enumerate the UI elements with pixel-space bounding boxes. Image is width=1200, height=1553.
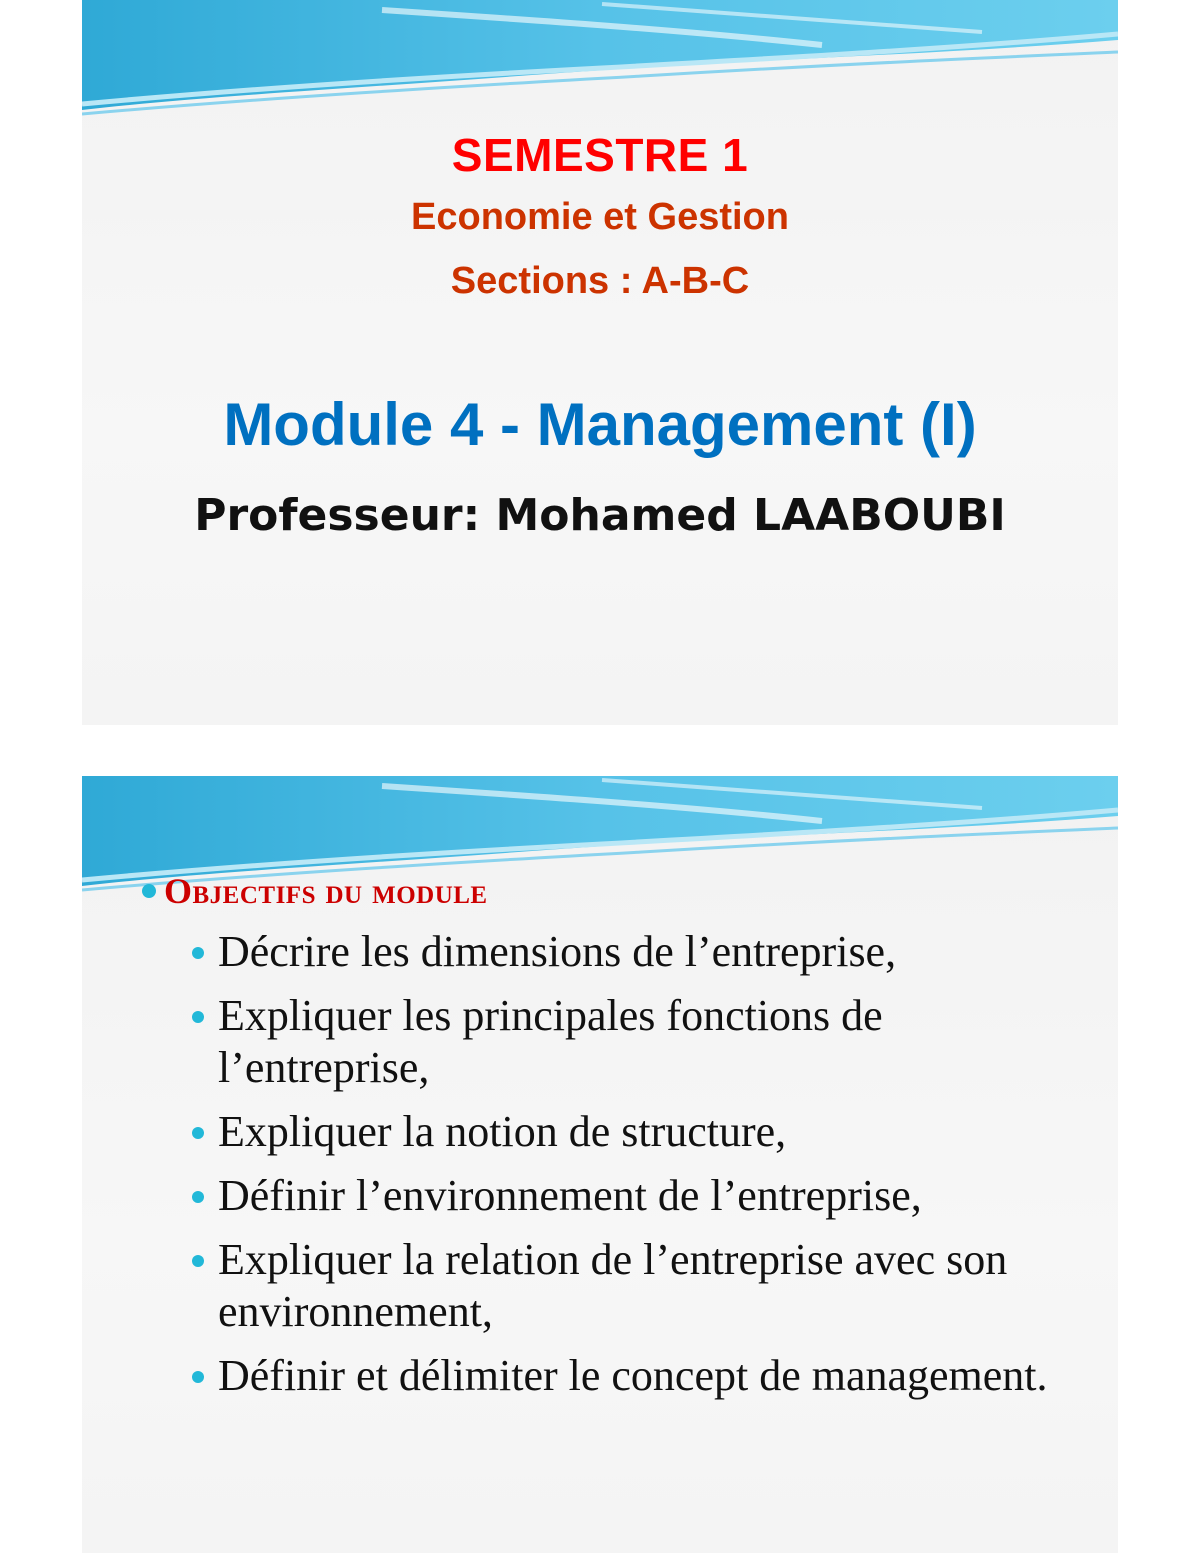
list-item [190, 1234, 1090, 1338]
bullet-dot-icon [192, 1255, 204, 1267]
objectives-heading [142, 870, 488, 912]
program-name: Economie et Gestion [411, 196, 789, 238]
list-item [190, 926, 1090, 978]
objectives-title: Objectifs du module [164, 871, 488, 911]
module-title: Module 4 - Management (I) [223, 391, 977, 458]
bullet-dot-icon [192, 1011, 204, 1023]
semester-title: SEMESTRE 1 [451, 129, 749, 181]
list-item [190, 990, 1090, 1094]
objective-text: Expliquer la relation de l’entreprise avec son environnement, [218, 1235, 1008, 1336]
objective-text: Expliquer les principales fonctions de l’entreprise, [218, 991, 883, 1092]
bullet-dot-icon [192, 1371, 204, 1383]
objective-text: Définir et délimiter le concept de management. [218, 1351, 1048, 1400]
list-item [190, 1106, 1090, 1158]
wave-banner [82, 0, 1118, 120]
bullet-dot-icon [192, 1191, 204, 1203]
professor-name: Professeur: Mohamed LAABOUBI [194, 490, 1006, 541]
slide-title [82, 0, 1118, 725]
objective-text: Décrire les dimensions de l’entreprise, [218, 927, 897, 976]
objective-text: Définir l’environnement de l’entreprise, [218, 1171, 922, 1220]
slide-objectives [82, 776, 1118, 1553]
objectives-list [190, 926, 1090, 1414]
bullet-dot-icon [192, 947, 204, 959]
bullet-dot-icon [192, 1127, 204, 1139]
sections-label: Sections : A-B-C [450, 260, 750, 302]
objective-text: Expliquer la notion de structure, [218, 1107, 787, 1156]
bullet-dot-icon [142, 884, 156, 898]
list-item [190, 1350, 1090, 1402]
list-item [190, 1170, 1090, 1222]
